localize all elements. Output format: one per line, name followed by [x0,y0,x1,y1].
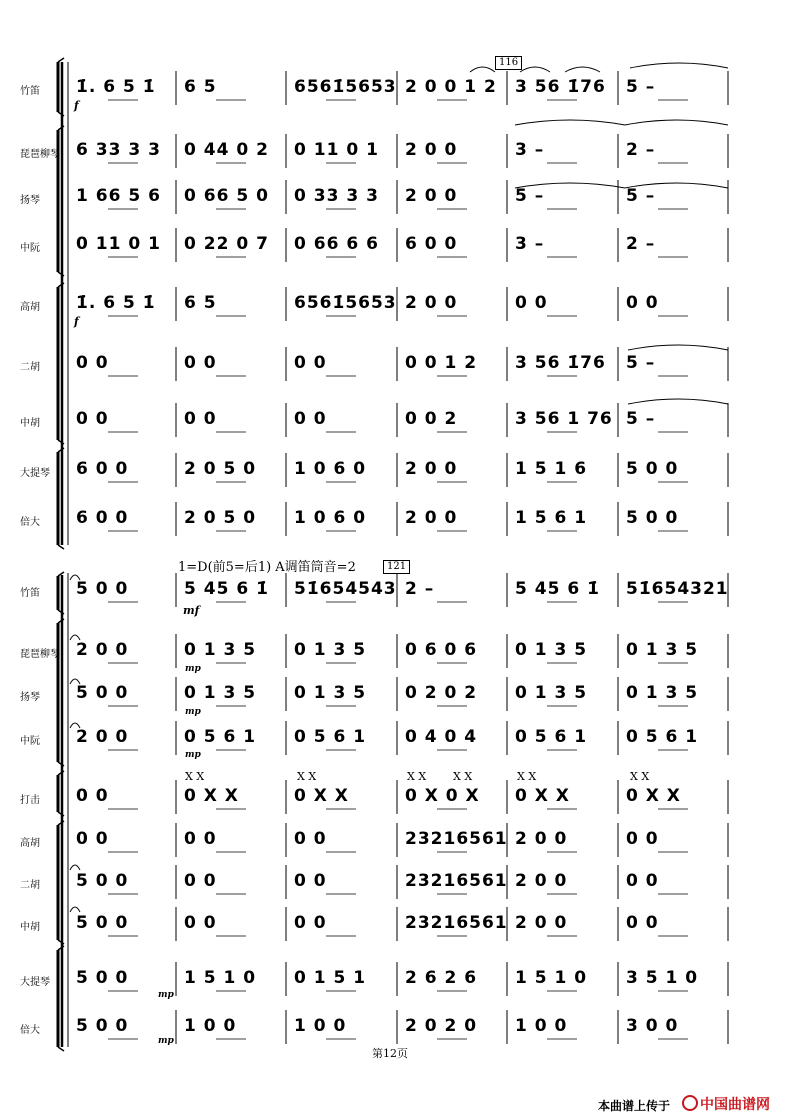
instrument-label: 倍大 [20,1025,40,1036]
measure-notes: 2 0 2 0 [405,1016,478,1036]
measure-notes: 0 0 [184,353,217,373]
measure-notes: 0 0 [184,409,217,429]
measure-notes: 3 5 1 0 [626,968,699,988]
measure-notes: 0 1 3 5 [515,640,588,660]
dynamic-forte-dizi: f [74,99,79,112]
measure-notes: 6 0 0 [405,234,458,254]
measure-notes: 3 56 1̇76 [515,353,606,373]
measure-notes: 23216561 [405,913,508,933]
measure-notes: 1 0 0 [515,1016,568,1036]
measure-notes: 0 4 0 4 [405,727,478,747]
measure-notes: 0 11 0 1 [76,234,161,254]
measure-notes: 0 0 [76,786,109,806]
measure-notes: 0 1 3 5 [515,683,588,703]
measure-notes: 0 0 [626,293,659,313]
measure-notes: 0 66 5 0 [184,186,269,206]
measure-notes: 1 0 6 0 [294,459,367,479]
measure-notes: 2 0 0 [515,913,568,933]
measure-notes: 1 0 0 [294,1016,347,1036]
measure-notes: 0 44 0 2 [184,140,269,160]
measure-notes: 0 0 [294,409,327,429]
measure-notes: 6 0 0 [76,508,129,528]
measure-notes: 3 56 1̇76 [515,77,606,97]
measure-notes: 0 0 1 2 [405,353,478,373]
measure-notes: 0 X X [184,786,239,806]
dynamic-mp-bass: mp [158,1036,174,1046]
measure-notes: 6 33 3 3 [76,140,161,160]
measure-notes: 2 – [626,140,656,160]
measure-notes: 2 0 0 [76,640,129,660]
measure-notes: 5 0 0 [76,968,129,988]
measure-notes: 0 X X [515,786,570,806]
measure-notes: 1 5 1 6 [515,459,588,479]
measure-notes: 3 – [515,234,545,254]
measure-notes: 2 0 5 0 [184,459,257,479]
instrument-label: 琵琶柳琴 [20,149,60,160]
measure-notes: 0 0 [184,913,217,933]
percussion-marks-1: X X [185,770,205,783]
dynamic-mp-zhongruan: mp [185,750,201,760]
instrument-label: 琵琶柳琴 [20,649,60,660]
instrument-label: 高胡 [20,838,40,849]
measure-notes: 0 0 [294,353,327,373]
measure-notes: 0 2 0 2 [405,683,478,703]
measure-notes: 0 0 [626,871,659,891]
measure-notes: 0 11 0 1 [294,140,379,160]
measure-notes: 0 1 3 5 [626,640,699,660]
measure-notes: 1̇. 6 5 1̇ [76,77,156,97]
key-change-text: 1=D(前5=后1) A调笛筒音=2 [178,560,356,575]
measure-notes: 0 1 3 5 [626,683,699,703]
measure-notes: 23216561 [405,871,508,891]
measure-notes: 2 – [405,579,435,599]
percussion-marks-2: X X [297,770,317,783]
measure-notes: 2 0 0 [405,459,458,479]
instrument-label: 中阮 [20,243,40,254]
measure-notes: 6 5 [184,77,217,97]
measure-notes: 2 0 0 [515,829,568,849]
measure-notes: 23216561 [405,829,508,849]
instrument-label: 中胡 [20,922,40,933]
measure-notes: 51̇654321 [626,579,729,599]
measure-notes: 0 0 [294,871,327,891]
measure-notes: 3 56 1 76 [515,409,613,429]
site-logo-text: 中国曲谱网 [700,1097,770,1113]
measure-notes: 0 0 [184,871,217,891]
rehearsal-mark-121: 121 [383,560,410,574]
measure-notes: 0 0 [515,293,548,313]
measure-notes: 1 5 1 0 [184,968,257,988]
rehearsal-mark-116: 116 [495,56,522,70]
measure-notes: 5 0 0 [76,913,129,933]
measure-notes: 5 0 0 [76,579,129,599]
measure-notes: 5 – [626,186,656,206]
upload-note: 本曲谱上传于 [598,1099,671,1113]
measure-notes: 0 5 6 1 [626,727,699,747]
percussion-marks-3: X X [407,770,427,783]
measure-notes: 0 33 3 3 [294,186,379,206]
measure-notes: 2 0 0 [405,508,458,528]
measure-notes: 0 0 [294,913,327,933]
measure-notes: 5 0 0 [76,683,129,703]
dynamic-forte-gaohu: f [74,315,79,328]
measure-notes: 2 0 0 [515,871,568,891]
instrument-label: 高胡 [20,302,40,313]
measure-notes: 2 0 5 0 [184,508,257,528]
measure-notes: 5 0 0 [626,508,679,528]
instrument-label: 倍大 [20,517,40,528]
measure-notes: 2 0 0 [405,186,458,206]
measure-notes: 5 – [626,77,656,97]
measure-notes: 0 5 6 1 [515,727,588,747]
instrument-label: 二胡 [20,880,40,891]
measure-notes: 3 – [515,140,545,160]
measure-notes: 0 1 5 1 [294,968,367,988]
dynamic-mp-yangqin: mp [185,707,201,717]
instrument-label: 打击 [20,795,40,806]
measure-notes: 2 0 0 [405,293,458,313]
measure-notes: 0 66 6 6 [294,234,379,254]
dynamic-mp-pipa: mp [185,664,201,674]
measure-notes: 0 1 3 5 [184,683,257,703]
instrument-label: 扬琴 [20,195,40,206]
instrument-label: 扬琴 [20,692,40,703]
page-number: 第12页 [372,1047,408,1060]
measure-notes: 0 0 [626,913,659,933]
measure-notes: 0 0 [76,829,109,849]
instrument-label: 中胡 [20,418,40,429]
measure-notes: 0 0 [626,829,659,849]
measure-notes: 0 1 3 5 [294,640,367,660]
measure-notes: 0 X 0 X [405,786,480,806]
instrument-label: 竹笛 [20,86,40,97]
measure-notes: 5 45 6 1̇ [515,579,600,599]
instrument-label: 大提琴 [20,468,50,479]
measure-notes: 3 0 0 [626,1016,679,1036]
dynamic-mf-dizi: mf [183,604,200,617]
measure-notes: 0 0 [76,409,109,429]
site-logo[interactable] [682,1094,770,1114]
measure-notes: 2 0 0 [405,140,458,160]
measure-notes: 0 6 0 6 [405,640,478,660]
measure-notes: 5 0 0 [76,871,129,891]
measure-notes: 51̇654543 [294,579,397,599]
measure-notes: 1 0 6 0 [294,508,367,528]
measure-notes: 0 22 0 7 [184,234,269,254]
measure-notes: 1 5 1 0 [515,968,588,988]
measure-notes: 1 5 6 1 [515,508,588,528]
measure-notes: 6 0 0 [76,459,129,479]
measure-notes: 5 0 0 [76,1016,129,1036]
measure-notes: 0 0 [294,829,327,849]
measure-notes: 5 45 6 1̇ [184,579,269,599]
measure-notes: 0 X X [626,786,681,806]
measure-notes: 2 – [626,234,656,254]
percussion-marks-5: X X [630,770,650,783]
measure-notes: 0 1 3 5 [294,683,367,703]
measure-notes: 5 – [626,353,656,373]
measure-notes: 5 0 0 [626,459,679,479]
measure-notes: 0 0 [76,353,109,373]
instrument-label: 中阮 [20,736,40,747]
measure-notes: 2 0 0 [76,727,129,747]
measure-notes: 1 0 0 [184,1016,237,1036]
measure-notes: 0 X X [294,786,349,806]
measure-notes: 0 5 6 1 [294,727,367,747]
instrument-label: 大提琴 [20,977,50,988]
measure-notes: 6 5 [184,293,217,313]
measure-notes: 6561̇5653 [294,77,397,97]
site-logo-icon [682,1095,698,1111]
measure-notes: 2 0 0 1 2 [405,77,497,97]
instrument-label: 二胡 [20,362,40,373]
measure-notes: 0 0 [184,829,217,849]
measure-notes: 0 0 2 [405,409,458,429]
measure-notes: 5 – [515,186,545,206]
measure-notes: 0 5 6 1 [184,727,257,747]
measure-notes: 6561̇5653 [294,293,397,313]
measure-notes: 5 – [626,409,656,429]
percussion-marks-4: X X [517,770,537,783]
measure-notes: 1 66 5 6 [76,186,161,206]
measure-notes: 1̇. 6 5 1̇ [76,293,156,313]
percussion-marks-3b: X X [453,770,473,783]
dynamic-mp-cello: mp [158,990,174,1000]
instrument-label: 竹笛 [20,588,40,599]
measure-notes: 2 6 2 6 [405,968,478,988]
measure-notes: 0 1 3 5 [184,640,257,660]
